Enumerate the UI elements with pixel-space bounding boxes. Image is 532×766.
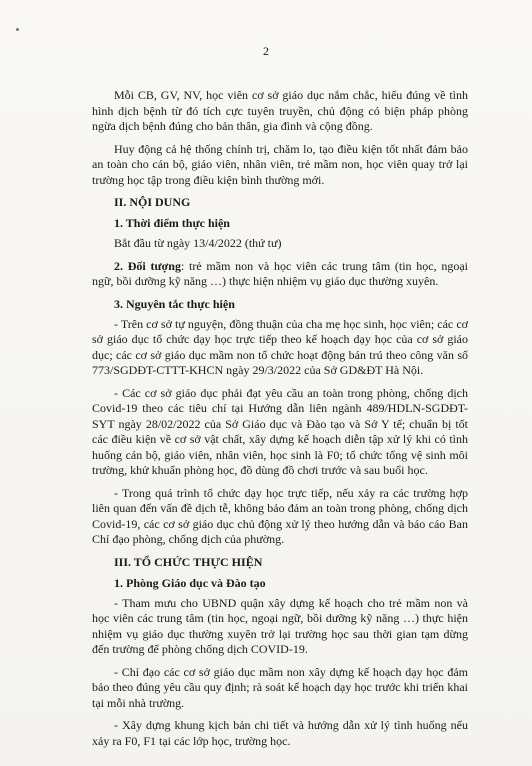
scan-speck (16, 28, 19, 31)
section-2-item-3-paragraph-3: - Trong quá trình tổ chức dạy học trực tiếp, nếu xảy ra các trường hợp liên quan đến vấn đề dịch tễ, không bảo đảm an toàn trong phòng, chống dịch Covid-19, các cơ sở giáo dục chủ động xử lý theo hướng dẫn và báo cáo Ban Chỉ đạo phòng, chống dịch của phường. (92, 485, 468, 546)
section-3-item-1-heading: 1. Phòng Giáo dục và Đào tạo (114, 575, 266, 590)
section-2-item-3-heading: 3. Nguyên tắc thực hiện (114, 296, 235, 311)
section-2-item-3-paragraph-2: - Các cơ sở giáo dục phải đạt yêu cầu an toàn trong phòng, chống dịch Covid-19 theo các tiêu chí tại Hướng dẫn liên ngành 489/HDLN-SGDĐT-SYT ngày 28/02/2022 của Sở Giáo dục và Đào tạo và Sở Y tế; chuẩn bị tốt các điều kiện về cơ sở vật chất, xây dựng kế hoạch diễn tập xử lý khi có tình huống cán bộ, giáo viên, nhân viên, học sinh là F0; tổ chức tổng vệ sinh môi trường, khử khuẩn phòng học, đồ dùng đồ chơi trước và sau buổi học. (92, 385, 468, 477)
section-2-item-2-label: 2. Đối tượng (114, 258, 181, 273)
section-2-item-2-paragraph (92, 259, 468, 290)
intro-paragraph-2: Huy động cả hệ thống chính trị, chăm lo, tạo điều kiện tốt nhất đảm bảo an toàn cho cán bộ, giáo viên, nhân viên, trẻ mầm non, học viên quay trở lại trường học tập trong điều kiện bình thường mới. (92, 141, 468, 187)
section-2-heading: II. NỘI DUNG (114, 195, 191, 209)
section-2-item-1-heading: 1. Thời điểm thực hiện (114, 216, 230, 230)
document-body (92, 88, 468, 756)
section-2-item-3-paragraph-1: - Trên cơ sở tự nguyện, đồng thuận của cha mẹ học sinh, học viên; các cơ sở giáo dục tổ chức dạy học trực tiếp theo kế hoạch dạy học của cơ sở giáo dục; các cơ sở giáo dục mầm non tổ chức hoạt động bán trú theo công văn số 773/SGDĐT-CTTT-KHCN ngày 29/3/2022 của Sở GD&ĐT Hà Nội. (92, 316, 468, 377)
page-number: 2 (263, 44, 269, 58)
section-3-paragraph-3: - Xây dựng khung kịch bản chi tiết và hướng dẫn xử lý tình huống nếu xảy ra F0, F1 tại các lớp học, trường học. (92, 718, 468, 748)
section-3-paragraph-2: - Chỉ đạo các cơ sở giáo dục mầm non xây dựng kế hoạch dạy học đảm bảo theo đúng yêu cầu quy định; rà soát kế hoạch dạy học trước khi triển khai tại mỗi nhà trường. (92, 664, 468, 710)
section-3-paragraph-1: - Tham mưu cho UBND quận xây dựng kế hoạch cho trẻ mầm non và học viên các trung tâm (tin học, ngoại ngữ, bồi dưỡng kỹ năng …) thực hiện nhiệm vụ giáo dục thường xuyên trở lại trường học sau thời gian tạm dừng đến trường để phòng chống dịch COVID-19. (92, 595, 468, 656)
section-3-heading: III. TỔ CHỨC THỰC HIỆN (114, 554, 263, 569)
intro-paragraph-1: Mỗi CB, GV, NV, học viên cơ sở giáo dục nắm chắc, hiểu đúng về tình hình dịch bệnh từ đó tích cực tuyên truyền, chủ động có biện pháp phòng ngừa dịch bệnh đúng cho bản thân, gia đình và cộng đồng. (92, 88, 468, 133)
section-2-item-1-text: Bắt đầu từ ngày 13/4/2022 (thứ tư) (114, 236, 282, 250)
section-2-item-2-text: : trẻ mầm non và học viên các trung tâm (tin học, ngoại ngữ, bồi dưỡng kỹ năng …) thực hiện nhiệm vụ giáo dục thường xuyên. (92, 258, 469, 288)
